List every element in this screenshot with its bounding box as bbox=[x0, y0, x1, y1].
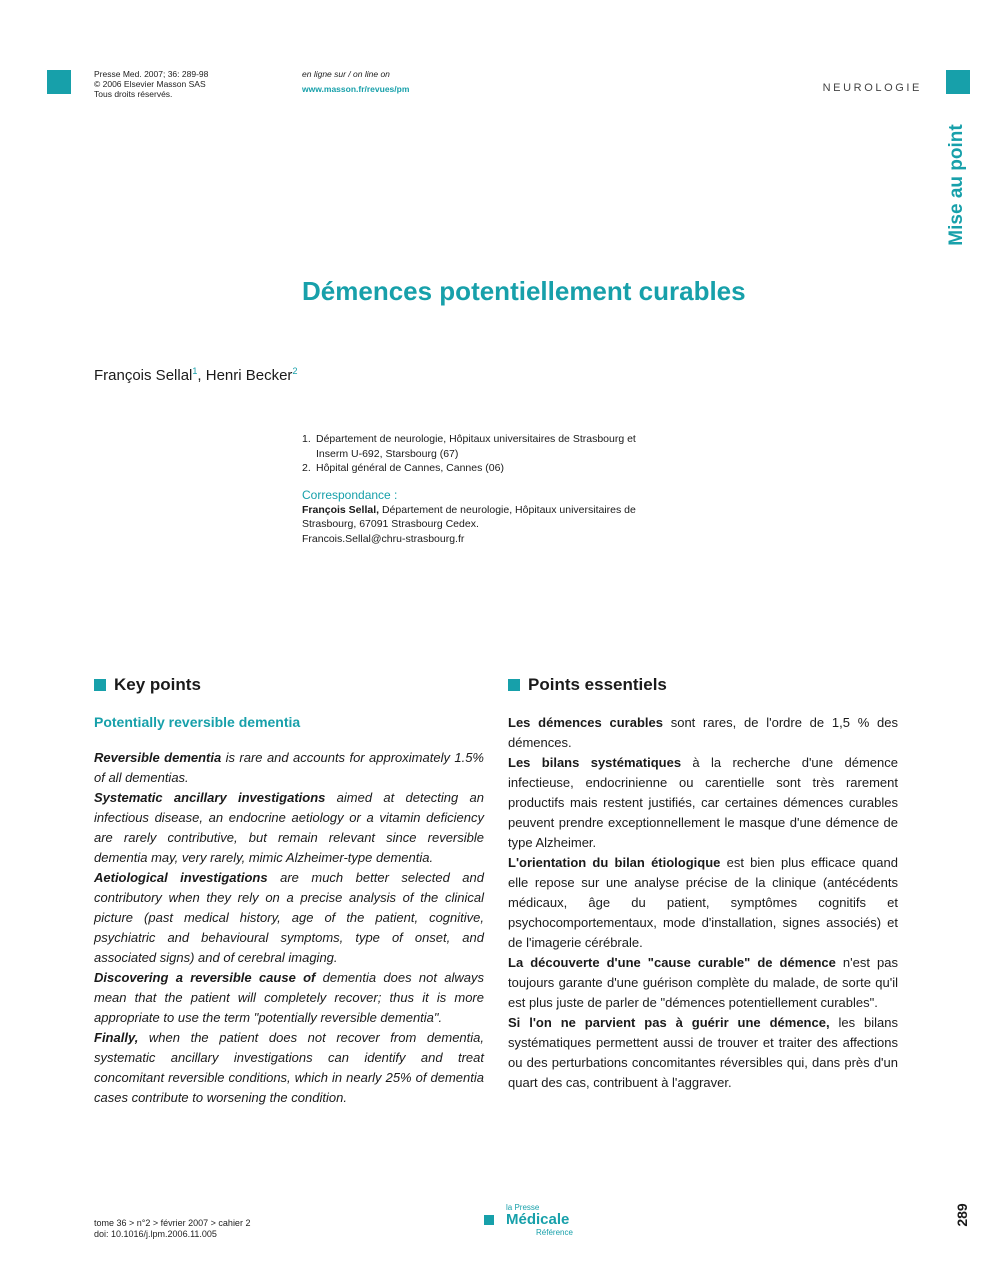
page-number-text: 289 bbox=[954, 1203, 970, 1227]
author-name: François Sellal bbox=[94, 367, 193, 384]
point-lead: Les bilans systématiques bbox=[508, 755, 682, 770]
journal-rights-line: Tous droits réservés. bbox=[94, 89, 173, 99]
logo-top-text: la Presse bbox=[506, 1203, 540, 1212]
logo-square-icon bbox=[484, 1215, 494, 1225]
section-label: NEUROLOGIE bbox=[822, 82, 922, 94]
key-point-paragraph bbox=[94, 968, 484, 1028]
point-paragraph bbox=[508, 1013, 898, 1093]
correspondence-address-block bbox=[302, 503, 662, 532]
point-text: à la recherche d'une démence infectieuse, endocrinienne ou carentielle sont très rarement productifs mais restent justifiés, car certaines démences curables peuvent prendre exceptionnellement le masque d'une démence de type Alzheimer. bbox=[508, 755, 898, 850]
article-title: Démences potentiellement curables bbox=[302, 276, 746, 306]
logo-main-text: Médicale bbox=[506, 1211, 570, 1228]
corner-square-left bbox=[47, 70, 71, 94]
journal-logo bbox=[484, 1203, 594, 1241]
point-paragraph bbox=[508, 853, 898, 953]
key-point-lead: Aetiological investigations bbox=[94, 870, 268, 885]
key-points-body bbox=[94, 748, 484, 1108]
correspondence-label: Correspondance : bbox=[302, 488, 398, 502]
square-bullet-icon bbox=[94, 679, 106, 691]
affiliation-number: 1. bbox=[302, 433, 311, 445]
affiliation-item bbox=[302, 432, 662, 461]
point-lead: La découverte d'une "cause curable" de démence bbox=[508, 955, 836, 970]
key-point-text: dementia does not always mean that the patient will completely recover; thus it is more appropriate to use the term "potentially reversible dementia". bbox=[94, 970, 484, 1025]
correspondence bbox=[302, 488, 662, 546]
key-point-lead: Reversible dementia bbox=[94, 750, 222, 765]
points-essentiels-heading-text: Points essentiels bbox=[528, 675, 667, 694]
point-paragraph bbox=[508, 953, 898, 1013]
key-point-text: when the patient does not recover from dementia, systematic ancillary investigations can identify and treat concomitant reversible conditions, which in nearly 25% of dementia cases contribute to worsening the condition. bbox=[94, 1030, 484, 1105]
page-number bbox=[950, 1200, 974, 1230]
key-point-lead: Systematic ancillary investigations bbox=[94, 790, 326, 805]
side-tab bbox=[940, 120, 974, 250]
affiliation-text: Hôpital général de Cannes, Cannes (06) bbox=[316, 462, 504, 474]
key-point-text: are much better selected and contributory when they rely on a precise analysis of the clinical picture (past medical history, age of the patient, cognitive, psychiatric and behavioural symptoms, type of onset, and associated signs) and of cerebral imaging. bbox=[94, 870, 484, 965]
point-paragraph bbox=[508, 753, 898, 853]
author-affiliation-ref: 2 bbox=[292, 366, 298, 376]
key-point-paragraph bbox=[94, 788, 484, 868]
point-paragraph bbox=[508, 713, 898, 753]
points-essentiels-column bbox=[508, 674, 898, 1093]
online-url-link[interactable]: www.masson.fr/revues/pm bbox=[302, 84, 410, 94]
author-affiliation-ref: 1 bbox=[192, 366, 198, 376]
affiliation-number: 2. bbox=[302, 462, 311, 474]
affiliation-item bbox=[302, 461, 662, 476]
points-essentiels-heading bbox=[508, 674, 898, 696]
point-text: les bilans systématiques permettent aussi de trouver et traiter des affections ou des perturbations concomitantes réversibles qui, dans près d'un quart des cas, contribuent à l'aggraver. bbox=[508, 1015, 898, 1090]
key-point-lead: Discovering a reversible cause of bbox=[94, 970, 316, 985]
point-lead: L'orientation du bilan étiologique bbox=[508, 855, 721, 870]
key-point-text: is rare and accounts for approximately 1.5% of all dementias. bbox=[94, 750, 484, 785]
point-text: sont rares, de l'ordre de 1,5 % des démences. bbox=[508, 715, 898, 750]
journal-citation-line: Presse Med. 2007; 36: 289-98 bbox=[94, 69, 209, 79]
side-tab-label: Mise au point bbox=[946, 124, 967, 246]
correspondence-address: Département de neurologie, Hôpitaux universitaires de Strasbourg, 67091 Strasbourg Cedex. bbox=[302, 503, 636, 530]
corner-square-right bbox=[946, 70, 970, 94]
key-points-column bbox=[94, 674, 484, 1108]
journal-citation bbox=[94, 69, 208, 99]
online-label: en ligne sur / on line on bbox=[302, 69, 390, 79]
key-point-text: aimed at detecting an infectious disease, an endocrine aetiology or a vitamin deficiency are rarely contributive, but remain relevant since reversible dementia may, very rarely, mimic Alzheimer-type dementia. bbox=[94, 790, 484, 865]
point-lead: Les démences curables bbox=[508, 715, 663, 730]
points-essentiels-body bbox=[508, 713, 898, 1093]
footer-issue-info bbox=[94, 1218, 250, 1240]
key-point-paragraph bbox=[94, 1028, 484, 1108]
key-points-heading bbox=[94, 674, 484, 696]
footer-issue: tome 36 > n°2 > février 2007 > cahier 2 bbox=[94, 1218, 251, 1228]
key-point-paragraph bbox=[94, 868, 484, 968]
affiliation-text: Département de neurologie, Hôpitaux universitaires de Strasbourg et Inserm U-692, Starsbourg (67) bbox=[316, 433, 636, 460]
key-point-paragraph bbox=[94, 748, 484, 788]
key-point-lead: Finally, bbox=[94, 1030, 139, 1045]
square-bullet-icon bbox=[508, 679, 520, 691]
journal-copyright-line: © 2006 Elsevier Masson SAS bbox=[94, 79, 206, 89]
key-points-subheading: Potentially reversible dementia bbox=[94, 714, 301, 730]
author-list: François Sellal$^1$, Henri Becker$^2$ bbox=[94, 366, 298, 384]
affiliations bbox=[302, 432, 662, 476]
correspondence-name: François Sellal, bbox=[302, 503, 380, 516]
online-info bbox=[302, 69, 409, 94]
point-lead: Si l'on ne parvient pas à guérir une démence, bbox=[508, 1015, 830, 1030]
point-text: est bien plus efficace quand elle repose sur une analyse précise de la clinique (antécédents médicaux, âge du patient, symptômes cognitifs et psychocomportementaux, mode d'installation, signes associés) et de l'imagerie cérébrale. bbox=[508, 855, 898, 950]
footer-doi: doi: 10.1016/j.lpm.2006.11.005 bbox=[94, 1229, 217, 1239]
logo-bottom-text: Référence bbox=[536, 1228, 573, 1237]
author-name: Henri Becker bbox=[205, 367, 293, 384]
point-text: n'est pas toujours garante d'une guérison complète du malade, de sorte qu'il est plus juste de parler de "démences potentiellement curables". bbox=[508, 955, 898, 1010]
correspondence-email-link[interactable]: Francois.Sellal@chru-strasbourg.fr bbox=[302, 532, 465, 545]
key-points-heading-text: Key points bbox=[114, 675, 201, 694]
